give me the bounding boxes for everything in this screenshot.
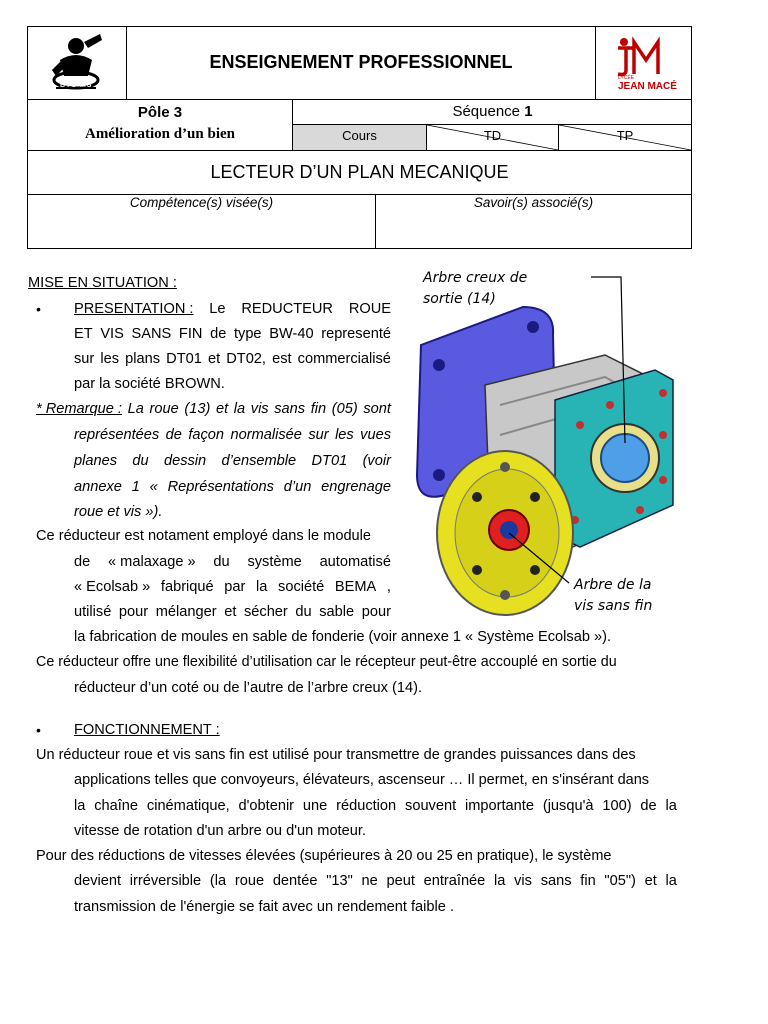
context-line-3: « Ecolsab » fabriqué par la société BEMA , (74, 579, 391, 595)
flexibility-line-1: Ce réducteur offre une flexibilité d’utilisation car le récepteur peut-être accouplé en sortie du (36, 654, 617, 670)
bullet-icon: • (36, 722, 41, 738)
bullet-icon: • (36, 301, 41, 317)
worm-gear-reducer-illustration (405, 265, 695, 625)
course-title: LECTEUR D’UN PLAN MECANIQUE (210, 162, 509, 182)
figure-label-top-1: Arbre creux de (423, 270, 528, 286)
remarque-line-4: annexe 1 « Représentations d’un engrenage (74, 479, 391, 495)
presentation-line-2: ET VIS SANS FIN de type BW-40 representé (74, 326, 391, 342)
logo-caption: BTS MS (60, 82, 93, 89)
gearbox-figure (405, 265, 695, 625)
school-logo-right (604, 34, 684, 96)
context-line-5: la fabrication de moules en sable de fonderie (voir annexe 1 « Système Ecolsab »). (74, 629, 612, 645)
tab-cours: Cours (293, 125, 426, 150)
figure-label-bottom-1: Arbre de la (574, 577, 652, 593)
remarque-line-5: roue et vis »). (74, 504, 163, 520)
logo-name-text: JEAN MACÉ (618, 81, 677, 92)
remarque-line-3: planes du dessin d’ensemble DT01 (voir (74, 453, 391, 469)
function-line-1: Un réducteur roue et vis sans fin est utilisé pour transmettre de grandes puissances dans des (36, 747, 636, 763)
presentation-line-1: PRESENTATION : Le REDUCTEUR ROUE (74, 301, 391, 317)
section-fonctionnement: FONCTIONNEMENT : (74, 722, 220, 738)
presentation-line-3: sur les plans DT01 et DT02, est commercialisé (74, 351, 391, 367)
function-line-4: vitesse de rotation d'un arbre ou d'un moteur. (74, 823, 366, 839)
header-title: ENSEIGNEMENT PROFESSIONNEL (209, 52, 513, 72)
remarque-line-2: représentées de façon normalisée sur les vues (74, 427, 391, 443)
context-line-2: de « malaxage » du système automatisé (74, 554, 391, 570)
section-mise-en-situation: MISE EN SITUATION : (28, 275, 177, 291)
figure-label-top-2: sortie (14) (423, 291, 496, 307)
school-logo-left (42, 30, 112, 96)
figure-label-bottom-2: vis sans fin (574, 598, 653, 614)
pole-label: Pôle 3 (137, 104, 183, 121)
context-line-4: utilisé pour mélanger et sécher du sable pour (74, 604, 391, 620)
function-line-3: la chaîne cinématique, d'obtenir une réduction souvent importante (jusqu'à 100) de la (74, 798, 677, 814)
savoir-label: Savoir(s) associé(s) (473, 195, 594, 210)
pole-subtitle: Amélioration d’un bien (84, 126, 235, 142)
sequence-number: 1 (524, 103, 533, 120)
flexibility-line-2: réducteur d’un coté ou de l’autre de l’arbre creux (14). (74, 680, 423, 696)
tab-tp: TP (559, 125, 691, 150)
presentation-line-4: par la société BROWN. (74, 376, 225, 392)
sequence-label: Séquence 1 (452, 103, 533, 120)
competence-label: Compétence(s) visée(s) (129, 195, 274, 210)
tab-td: TD (427, 125, 558, 150)
function-line-2: applications telles que convoyeurs, élévateurs, ascenseur … Il permet, en s'insérant dans (74, 772, 650, 788)
context-line-1: Ce réducteur est notament employé dans le module (36, 528, 372, 544)
reduction-line-1: Pour des réductions de vitesses élevées (supérieures à 20 ou 25 en pratique), le système (36, 848, 612, 864)
logo-small-text: LYCÉE (618, 75, 635, 81)
remarque-line-1: * Remarque : La roue (13) et la vis sans fin (05) sont (36, 401, 391, 417)
reduction-line-3: transmission de l'énergie se fait avec un rendement faible . (74, 899, 455, 915)
reduction-line-2: devient irréversible (la roue dentée "13" ne peut entraînée la vis sans fin "05") et la (74, 873, 677, 889)
